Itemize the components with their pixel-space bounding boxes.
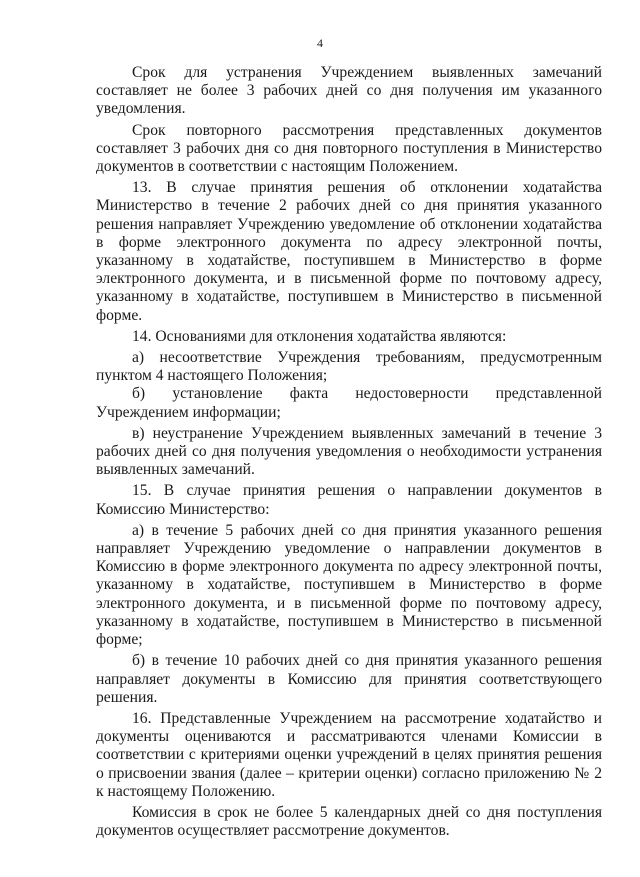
paragraph-14-v: в) неустранение Учреждением выявленных замечаний в течение 3 рабочих дней со дня получения уведомления о необходимости устранения выявленных замечаний. [96,424,602,479]
paragraph-repeat-review: Срок повторного рассмотрения представленных документов составляет 3 рабочих дня со дня повторного поступления в Министерство документов в соответствии с настоящим Положением. [96,121,602,176]
paragraph-15-b: б) в течение 10 рабочих дней со дня принятия указанного решения направляет документы в Комиссию для принятия соответствующего решения. [96,652,602,706]
page-number: 4 [317,36,323,50]
paragraph-16-evaluation: 16. Представленные Учреждением на рассмотрение ходатайство и документы оцениваются и рассматриваются членами Комиссии в соответствии с критериями оценки учреждений в целях принятия решения о присвоении звания (далее – критерии оценки) согласно приложению № 2 к настоящему Положению. [96,709,602,800]
paragraph-13-rejection: 13. В случае принятия решения об отклонении ходатайства Министерство в течение 2 рабочих дней со дня принятия указанного решения направляет Учреждению уведомление об отклонении ходатайства в форме электронного документа по адресу электронной почты, указанному в ходатайстве, поступившем в Министерство в форме электронного документа, и в письменной форме по почтовому адресу, указанному в ходатайстве, поступившем в Министерство в письменной форме. [96,179,602,324]
paragraph-14-a: а) несоответствие Учреждения требованиям, предусмотренным пунктом 4 настоящего Положения; [96,349,602,385]
paragraph-15-commission: 15. В случае принятия решения о направлении документов в Комиссию Министерство: [96,482,602,518]
document-body [96,64,602,840]
paragraph-14-b: б) установление факта недостоверности представленной Учреждением информации; [96,385,602,421]
paragraph-commission-review: Комиссия в срок не более 5 календарных дней со дня поступления документов осуществляет рассмотрение документов. [96,803,602,840]
paragraph-deadline-corrections: Срок для устранения Учреждением выявленных замечаний составляет не более 3 рабочих дней со дня получения им указанного уведомления. [96,64,602,118]
paragraph-15-a: а) в течение 5 рабочих дней со дня принятия указанного решения направляет Учреждению уведомление о направлении документов в Комиссию в форме электронного документа по адресу электронной почты, указанному в ходатайстве, поступившем в Министерство в форме электронного документа, и в письменной форме по почтовому адресу, указанному в ходатайстве, поступившем в Министерство в письменной форме; [96,521,602,649]
paragraph-14-grounds: 14. Основаниями для отклонения ходатайства являются: [132,327,507,345]
